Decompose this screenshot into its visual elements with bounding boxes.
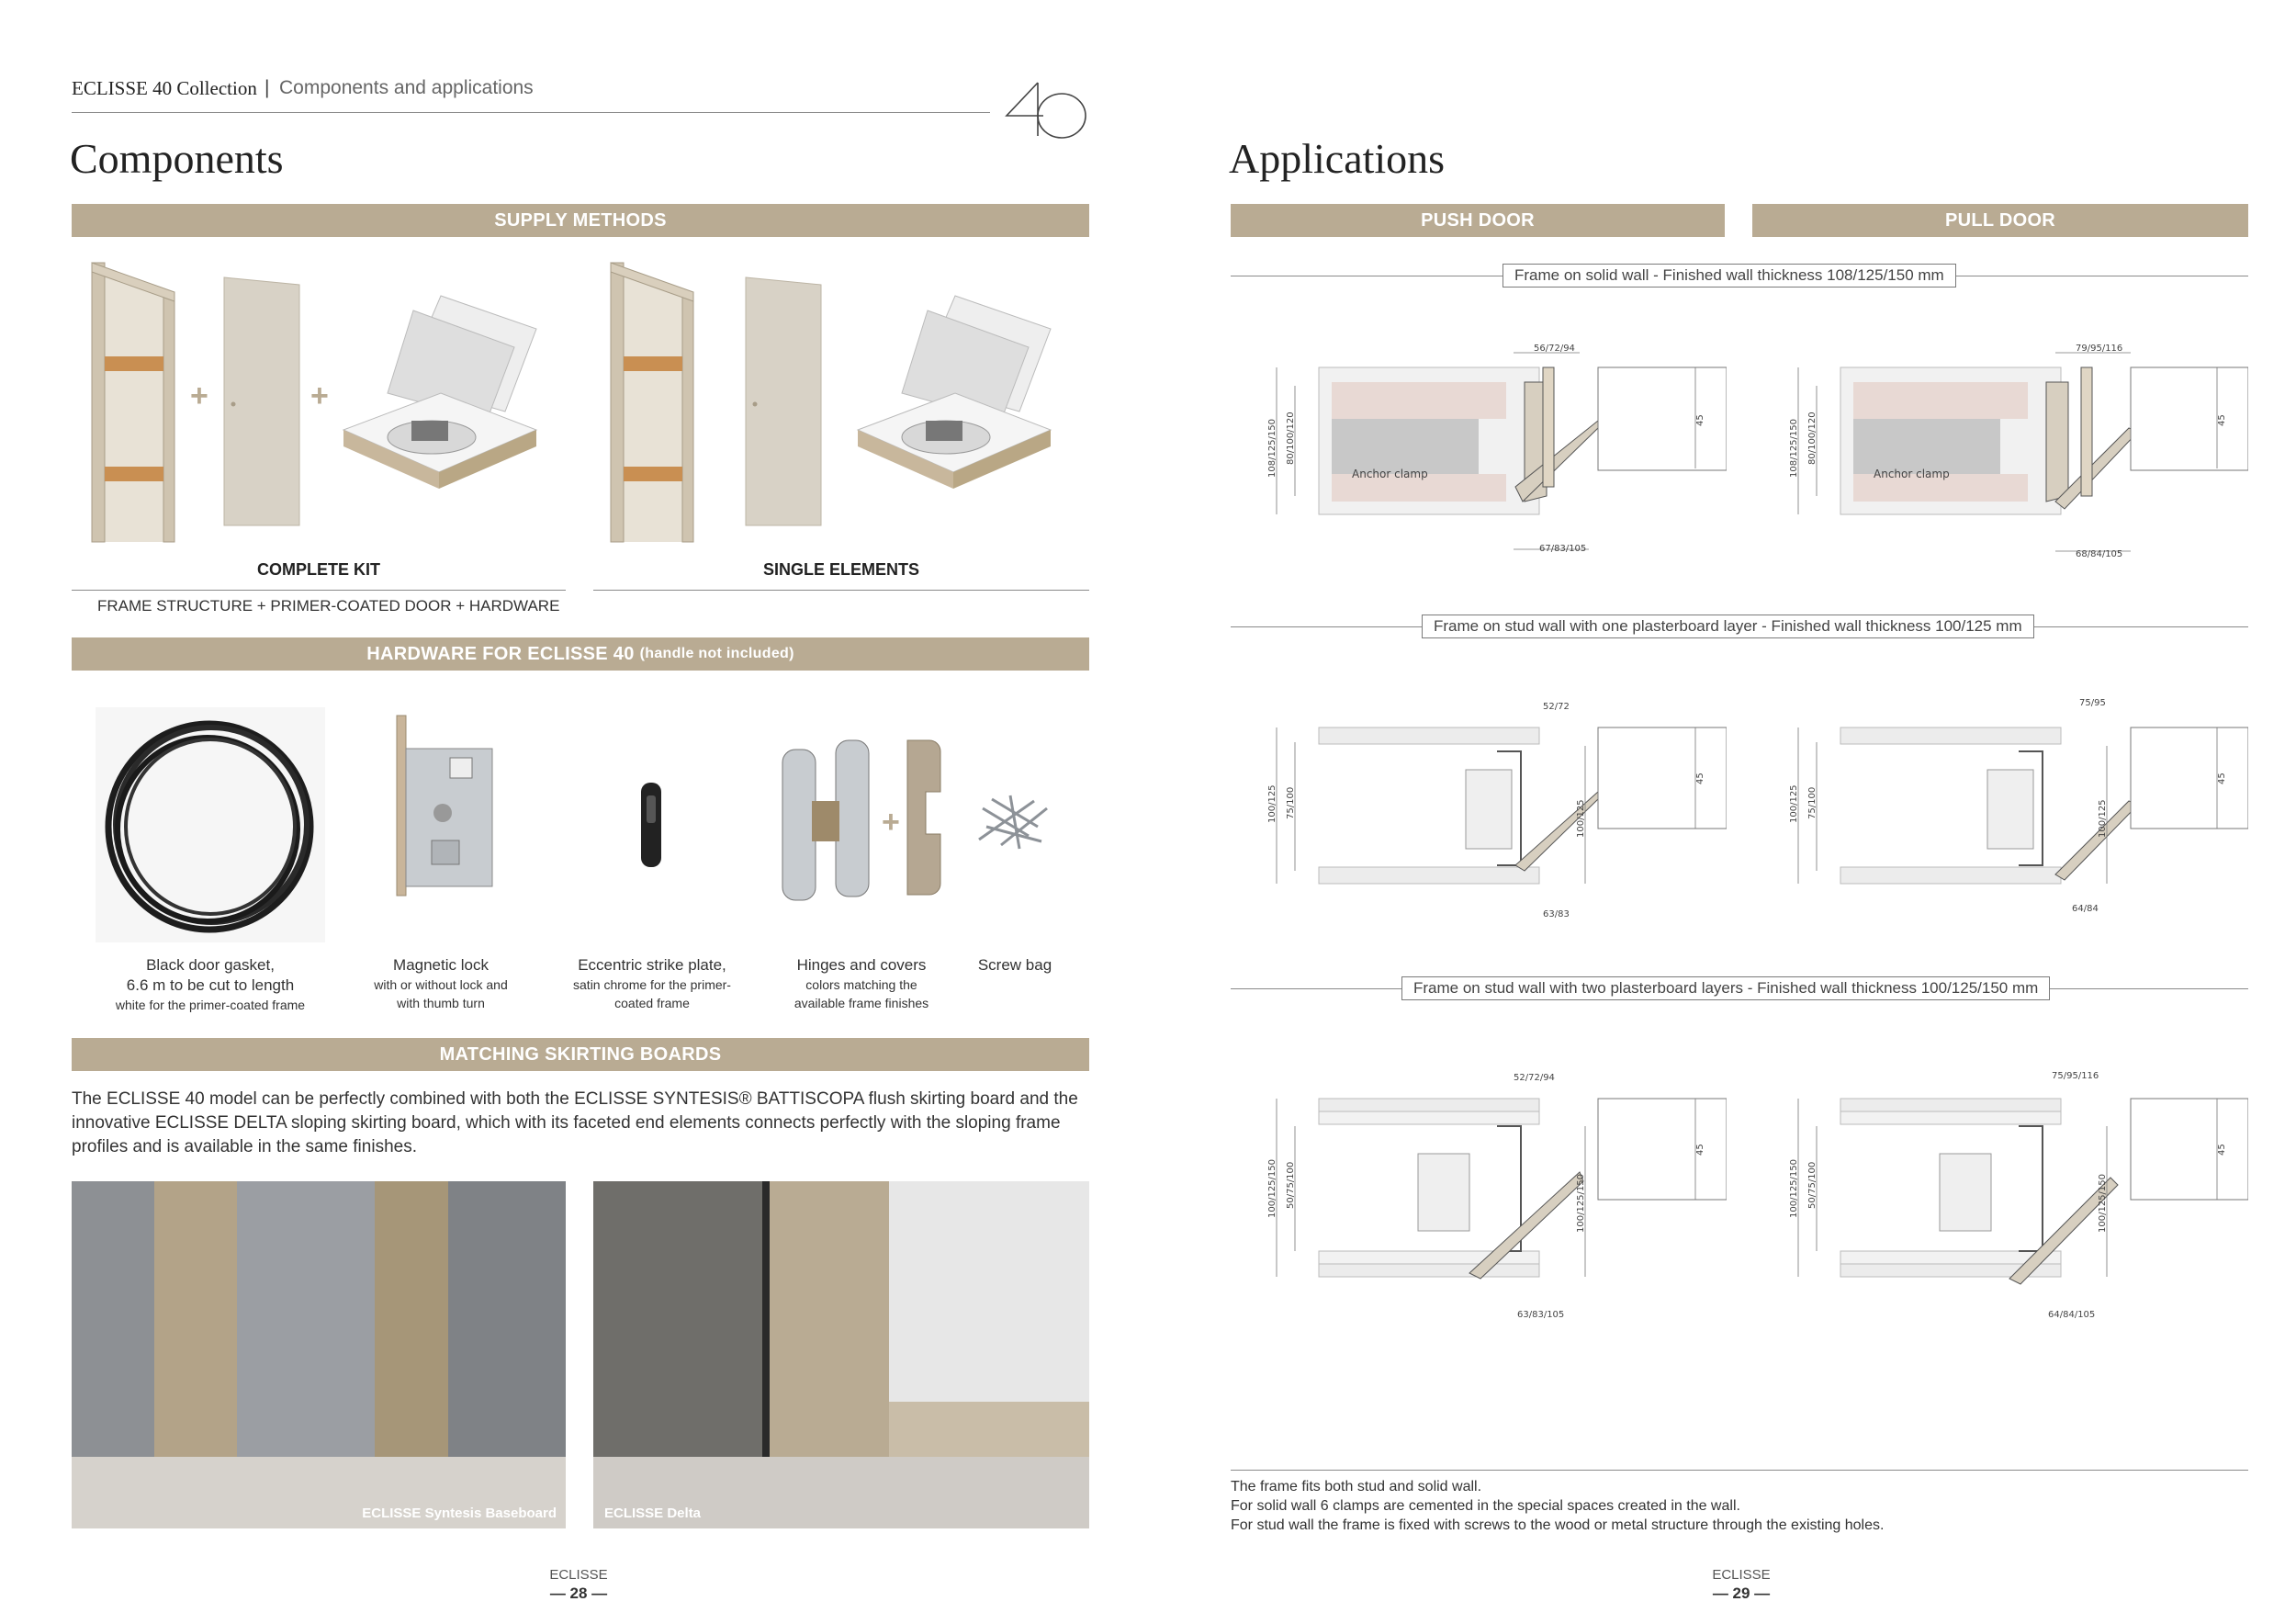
push1-left2-dim: 80/100/120 [1286,412,1296,465]
screws-line1: Screw bag [977,956,1052,974]
stud-two-layers-push-drawing [1267,1062,1727,1328]
pull3-top-dim: 75/95/116 [2052,1071,2099,1081]
pull2-left2-dim: 75/100 [1807,786,1818,819]
notes-block [1231,1477,1884,1535]
hardware-caption-strike [573,955,731,1012]
push3-left2-dim: 50/75/100 [1286,1161,1296,1209]
single-rule [593,590,1089,591]
single-elements-label: SINGLE ELEMENTS [762,560,919,579]
section1-caption: Frame on solid wall - Finished wall thickness 108/125/150 mm [1503,264,1956,288]
push1-clamp-label: Anchor clamp [1352,468,1428,480]
gasket-sub: white for the primer-coated frame [115,998,306,1012]
stud-one-layer-pull-drawing [1789,691,2248,930]
strike-line1: Eccentric strike plate, [578,956,726,974]
right-page-footer [1677,1566,1806,1604]
strike-plate-image [639,781,663,869]
pull3-left1-dim: 100/125/150 [1789,1159,1799,1218]
hardware-caption-hinges [782,955,940,1012]
hardware-caption-screws [964,955,1065,976]
skirting-text: The ECLISSE 40 model can be perfectly combined with both the ECLISSE SYNTESIS® BATTISCOPA flush skirting board and the innovative ECLISSE DELTA sloping skirting board, which with its faceted end elements connects perfectly with the sloping frame profiles and is available in the same finishes. [72,1089,1078,1156]
header-separator: | [264,77,270,98]
pull1-clamp-label: Anchor clamp [1874,468,1950,480]
push1-top-dim: 56/72/94 [1534,344,1575,354]
header-rule [72,112,990,113]
push1-left1-dim: 108/125/150 [1267,419,1277,478]
forty-logo [1001,79,1093,143]
hardware-caption-lock [367,955,514,1012]
hardware-bar-title: HARDWARE FOR ECLISSE 40 [366,643,635,664]
magnetic-lock-image [395,712,496,900]
hardware-box-single-image [854,292,1056,494]
hardware-caption-gasket [96,955,325,1014]
header-section: Components and applications [279,77,534,98]
stud-one-layer-push-drawing [1267,691,1727,930]
push3-right-dim: 45 [1695,1144,1705,1156]
screw-bag-image [974,790,1056,854]
push1-right-dim: 45 [1695,414,1705,426]
push3-left1-dim: 100/125/150 [1267,1159,1277,1218]
pull1-left2-dim: 80/100/120 [1807,412,1818,465]
pull2-top-dim: 75/95 [2079,698,2106,708]
complete-kit-label: COMPLETE KIT [257,560,380,579]
pull3-bottom-dim: 64/84/105 [2048,1310,2096,1320]
gasket-line2: 6.6 m to be cut to length [126,976,295,994]
pull-door-bar: PULL DOOR [1752,204,2248,237]
notes-rule [1231,1470,2248,1471]
hardware-bar [72,637,1089,671]
left-page-footer [514,1566,643,1604]
svg-text:+: + [882,805,900,840]
push-door-bar: PUSH DOOR [1231,204,1725,237]
pull2-left1-dim: 100/125 [1789,784,1799,823]
left-page-number: — 28 — [549,1585,608,1602]
supply-methods-bar: SUPPLY METHODS [72,204,1089,237]
push3-bottom-dim: 63/83/105 [1517,1310,1565,1320]
hinges-image [779,737,944,906]
pull1-right-dim: 45 [2217,414,2227,426]
pull3-left2-dim: 50/75/100 [1807,1161,1818,1209]
solid-wall-pull-drawing [1789,340,2248,560]
push3-mid-dim: 100/125/150 [1576,1174,1586,1233]
left-brand: ECLISSE [549,1567,608,1583]
right-page-number: — 29 — [1712,1585,1771,1602]
header-collection: ECLISSE 40 Collection [72,77,257,99]
delta-skirting-photo [593,1181,1089,1528]
note-line-1: The frame fits both stud and solid wall. [1231,1479,1482,1494]
lock-sub: with or without lock and with thumb turn [374,977,508,1010]
hinges-sub: colors matching the available frame finishes [793,977,929,1010]
solid-wall-push-drawing [1267,340,1727,560]
frame-kit-image [83,255,193,549]
door-panel-image [220,276,303,528]
push2-left1-dim: 100/125 [1267,784,1277,823]
page-title-applications: Applications [1229,135,1446,182]
plus-icon: + [310,378,329,413]
note-line-3: For stud wall the frame is fixed with screws to the wood or metal structure through the existing holes. [1231,1517,1885,1533]
page-title-components: Components [70,135,284,182]
push2-left2-dim: 75/100 [1286,786,1296,819]
pull3-right-dim: 45 [2217,1144,2227,1156]
push2-bottom-dim: 63/83 [1543,909,1570,919]
door-gasket-image [96,707,325,942]
note-line-2: For solid wall 6 clamps are cemented in the special spaces created in the wall. [1231,1498,1740,1514]
pull2-mid-dim: 100/125 [2098,799,2108,838]
frame-single-image [602,255,712,549]
kit-contents: FRAME STRUCTURE + PRIMER-COATED DOOR + HARDWARE [97,597,560,615]
hardware-bar-note: (handle not included) [639,646,794,661]
stud-two-layers-pull-drawing [1789,1062,2248,1328]
kit-rule [72,590,566,591]
push3-top-dim: 52/72/94 [1514,1073,1555,1083]
photo1-label: ECLISSE Syntesis Baseboard [362,1506,557,1521]
door-single-image [742,276,825,528]
section3-caption: Frame on stud wall with two plasterboard layers - Finished wall thickness 100/125/150 mm [1401,976,2050,1000]
hardware-box-image [340,292,542,494]
push1-bottom-dim: 67/83/105 [1539,544,1587,554]
strike-sub: satin chrome for the primer-coated frame [573,977,731,1010]
push2-right-dim: 45 [1695,773,1705,784]
syntesis-baseboard-photo [72,1181,566,1528]
photo2-label: ECLISSE Delta [604,1506,702,1521]
push2-top-dim: 52/72 [1543,702,1570,712]
section2-caption: Frame on stud wall with one plasterboard layer - Finished wall thickness 100/125 mm [1422,615,2034,638]
lock-line1: Magnetic lock [393,956,489,974]
pull3-mid-dim: 100/125/150 [2098,1174,2108,1233]
pull2-right-dim: 45 [2217,773,2227,784]
plus-icon: + [190,378,208,413]
skirting-bar: MATCHING SKIRTING BOARDS [72,1038,1089,1071]
pull1-bottom-dim: 68/84/105 [2076,549,2123,559]
gasket-line1: Black door gasket, [146,956,275,974]
pull2-bottom-dim: 64/84 [2072,904,2099,914]
pull1-top-dim: 79/95/116 [2076,344,2123,354]
right-brand: ECLISSE [1712,1567,1771,1583]
pull1-left1-dim: 108/125/150 [1789,419,1799,478]
push2-mid-dim: 100/125 [1576,799,1586,838]
hinges-line1: Hinges and covers [796,956,927,974]
